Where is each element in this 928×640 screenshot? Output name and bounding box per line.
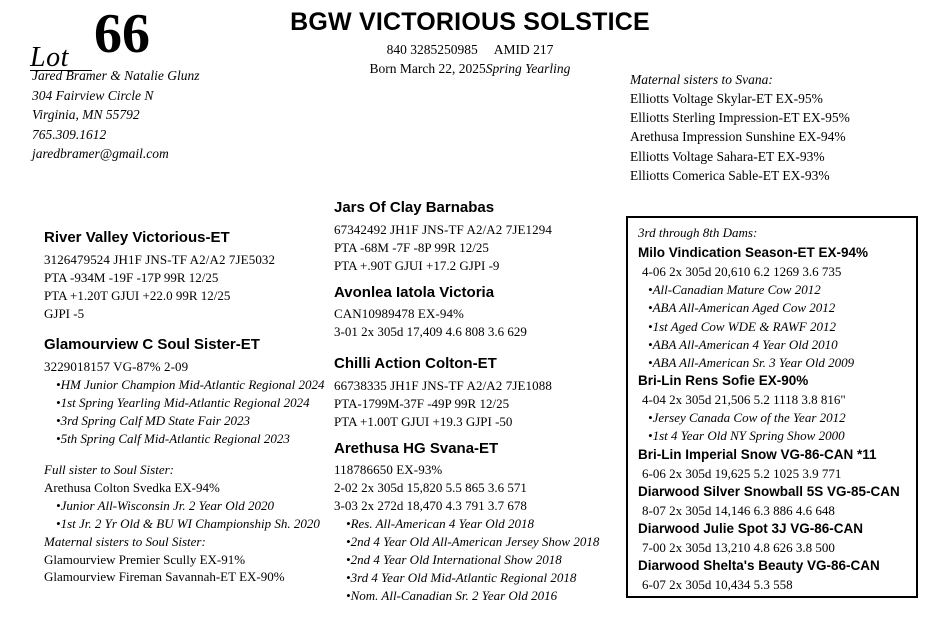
animal-line: PTA -68M -7F -8P 99R 12/25 xyxy=(334,239,489,255)
animal-line: 3229018157 VG-87% 2-09 xyxy=(44,359,189,375)
birth-line xyxy=(250,61,690,77)
animal-line: 8-07 2x 305d 14,146 6.3 886 4.6 648 xyxy=(642,502,835,518)
animal-line: 2-02 2x 305d 15,820 5.5 865 3.6 571 xyxy=(334,480,527,496)
maternal-grandsire-entry xyxy=(334,354,614,431)
animal-line: 7-00 2x 305d 13,210 4.8 626 3.8 500 xyxy=(642,539,835,555)
animal-achievement: •5th Spring Calf Mid-Atlantic Regional 2023 xyxy=(56,430,290,446)
dam-entry xyxy=(638,372,908,445)
full-sister-achievement: •Junior All-Wisconsin Jr. 2 Year Old 2020 xyxy=(56,497,274,513)
lot-block xyxy=(30,3,230,73)
dam-entry xyxy=(44,335,334,447)
lot-number: 66 xyxy=(94,3,150,65)
animal-achievement: •3rd 4 Year Old Mid-Atlantic Regional 2018 xyxy=(346,569,577,585)
consignor-line: 304 Fairview Circle N xyxy=(32,87,154,103)
birth-date: Born March 22, 2025 xyxy=(369,61,486,76)
animal-name: River Valley Victorious-ET xyxy=(44,229,230,246)
animal-achievement: •ABA All-American 4 Year Old 2010 xyxy=(648,336,838,352)
animal-name: Jars Of Clay Barnabas xyxy=(334,199,495,216)
maternal-sister-item: Arethusa Impression Sunshine EX-94% xyxy=(630,129,846,145)
animal-line: PTA +1.20T GJUI +22.0 99R 12/25 xyxy=(44,287,231,303)
sire-entry xyxy=(44,228,334,322)
animal-line: 118786650 EX-93% xyxy=(334,462,443,478)
animal-achievement: •Nom. All-Canadian Sr. 2 Year Old 2016 xyxy=(346,587,558,603)
full-sister-achievement: •1st Jr. 2 Yr Old & BU WI Championship Sh. 2020 xyxy=(56,515,320,531)
animal-line: 66738335 JH1F JNS-TF A2/A2 7JE1088 xyxy=(334,377,552,393)
full-sister-name: Arethusa Colton Svedka EX-94% xyxy=(44,479,220,495)
consignor-line: Virginia, MN 55792 xyxy=(32,107,140,123)
animal-achievement: •Jersey Canada Cow of the Year 2012 xyxy=(648,410,846,426)
maternal-sisters-svana xyxy=(630,70,920,185)
parents-column xyxy=(44,228,334,586)
animal-line: 3-03 2x 272d 18,470 4.3 791 3.7 678 xyxy=(334,498,527,514)
animal-achievement: •1st Spring Yearling Mid-Atlantic Regional 2024 xyxy=(56,395,310,410)
animal-line: 3-01 2x 305d 17,409 4.6 808 3.6 629 xyxy=(334,324,527,340)
registration-line xyxy=(250,42,690,58)
animal-line: 4-06 2x 305d 20,610 6.2 1269 3.6 735 xyxy=(642,264,842,280)
animal-achievement: •ABA All-American Sr. 3 Year Old 2009 xyxy=(648,355,855,371)
paternal-grandsire-entry xyxy=(334,198,614,275)
animal-name: Milo Vindication Season-ET EX-94% xyxy=(638,245,869,261)
full-sister-heading: Full sister to Soul Sister: xyxy=(44,461,174,477)
dam-entry xyxy=(638,557,908,594)
full-sister-notes xyxy=(44,461,334,587)
maternal-sisters-soul-sister-heading: Maternal sisters to Soul Sister: xyxy=(44,533,206,549)
consignor-block xyxy=(32,66,282,164)
animal-line: 4-04 2x 305d 21,506 5.2 1118 3.8 816" xyxy=(642,392,846,408)
maternal-granddam-entry xyxy=(334,439,614,605)
animal-line: PTA -934M -19F -17P 99R 12/25 xyxy=(44,269,219,285)
dam-entry xyxy=(638,446,908,483)
animal-name: Arethusa HG Svana-ET xyxy=(334,439,499,457)
animal-line: 6-06 2x 305d 19,625 5.2 1025 3.9 771 xyxy=(642,465,842,481)
animal-line: 3126479524 JH1F JNS-TF A2/A2 7JE5032 xyxy=(44,251,276,267)
registration-id: 840 3285250985 xyxy=(386,42,478,57)
maternal-sister-item: Elliotts Sterling Impression-ET EX-95% xyxy=(630,110,850,126)
dams-box xyxy=(626,216,918,598)
dams-box-heading: 3rd through 8th Dams: xyxy=(638,225,758,240)
animal-achievement: •1st Aged Cow WDE & RAWF 2012 xyxy=(648,318,836,334)
animal-name: Glamourview C Soul Sister-ET xyxy=(44,336,260,354)
animal-achievement: •Res. All-American 4 Year Old 2018 xyxy=(346,516,534,532)
maternal-sisters-heading: Maternal sisters to Svana: xyxy=(630,72,773,87)
animal-line: CAN10989478 EX-94% xyxy=(334,306,464,322)
amid-value: AMID 217 xyxy=(493,42,554,57)
animal-line: 6-07 2x 305d 10,434 5.3 558 xyxy=(642,576,793,592)
animal-achievement: •2nd 4 Year Old International Show 2018 xyxy=(346,551,562,567)
animal-line: 67342492 JH1F JNS-TF A2/A2 7JE1294 xyxy=(334,221,552,237)
dam-entry xyxy=(638,520,908,557)
animal-name: Avonlea Iatola Victoria xyxy=(334,283,495,301)
animal-name: Bri-Lin Imperial Snow VG-86-CAN *11 xyxy=(638,446,877,462)
animal-line: PTA +1.00T GJUI +19.3 GJPI -50 xyxy=(334,413,513,429)
consignor-line: 765.309.1612 xyxy=(32,126,107,142)
grandparents-column xyxy=(334,198,614,605)
animal-achievement: •1st 4 Year Old NY Spring Show 2000 xyxy=(648,428,845,444)
animal-achievement: •HM Junior Champion Mid-Atlantic Regional 2024 xyxy=(56,377,325,393)
animal-name: Diarwood Julie Spot 3J VG-86-CAN xyxy=(638,520,864,536)
maternal-sister-item: Elliotts Comerica Sable-ET EX-93% xyxy=(630,167,830,183)
dam-entry xyxy=(638,244,908,372)
maternal-sister-name: Glamourview Fireman Savannah-ET EX-90% xyxy=(44,569,285,585)
animal-name: Chilli Action Colton-ET xyxy=(334,355,497,373)
paternal-granddam-entry xyxy=(334,283,614,342)
dam-entry xyxy=(638,483,908,520)
maternal-sister-item: Elliotts Voltage Sahara-ET EX-93% xyxy=(630,148,825,164)
lot-label: Lot xyxy=(30,42,92,71)
animal-name: Bri-Lin Rens Sofie EX-90% xyxy=(638,373,809,389)
maternal-sister-name: Glamourview Premier Scully EX-91% xyxy=(44,551,246,567)
animal-achievement: •All-Canadian Mature Cow 2012 xyxy=(648,282,821,298)
class-label: Spring Yearling xyxy=(485,61,571,76)
animal-name: Diarwood Silver Snowball 5S VG-85-CAN xyxy=(638,483,900,499)
consignor-email: jaredbramer@gmail.com xyxy=(32,146,169,162)
animal-name: Diarwood Shelta's Beauty VG-86-CAN xyxy=(638,557,880,573)
page-title: BGW VICTORIOUS SOLSTICE xyxy=(290,8,650,36)
animal-achievement: •ABA All-American Aged Cow 2012 xyxy=(648,300,836,316)
animal-line: GJPI -5 xyxy=(44,305,85,321)
maternal-sister-item: Elliotts Voltage Skylar-ET EX-95% xyxy=(630,91,823,107)
animal-line: PTA +.90T GJUI +17.2 GJPI -9 xyxy=(334,257,500,273)
animal-achievement: •2nd 4 Year Old All-American Jersey Show 2018 xyxy=(346,534,600,549)
consignor-line: Jared Bramer & Natalie Glunz xyxy=(32,68,200,83)
animal-line: PTA-1799M-37F -49P 99R 12/25 xyxy=(334,395,510,411)
animal-achievement: •3rd Spring Calf MD State Fair 2023 xyxy=(56,412,251,428)
